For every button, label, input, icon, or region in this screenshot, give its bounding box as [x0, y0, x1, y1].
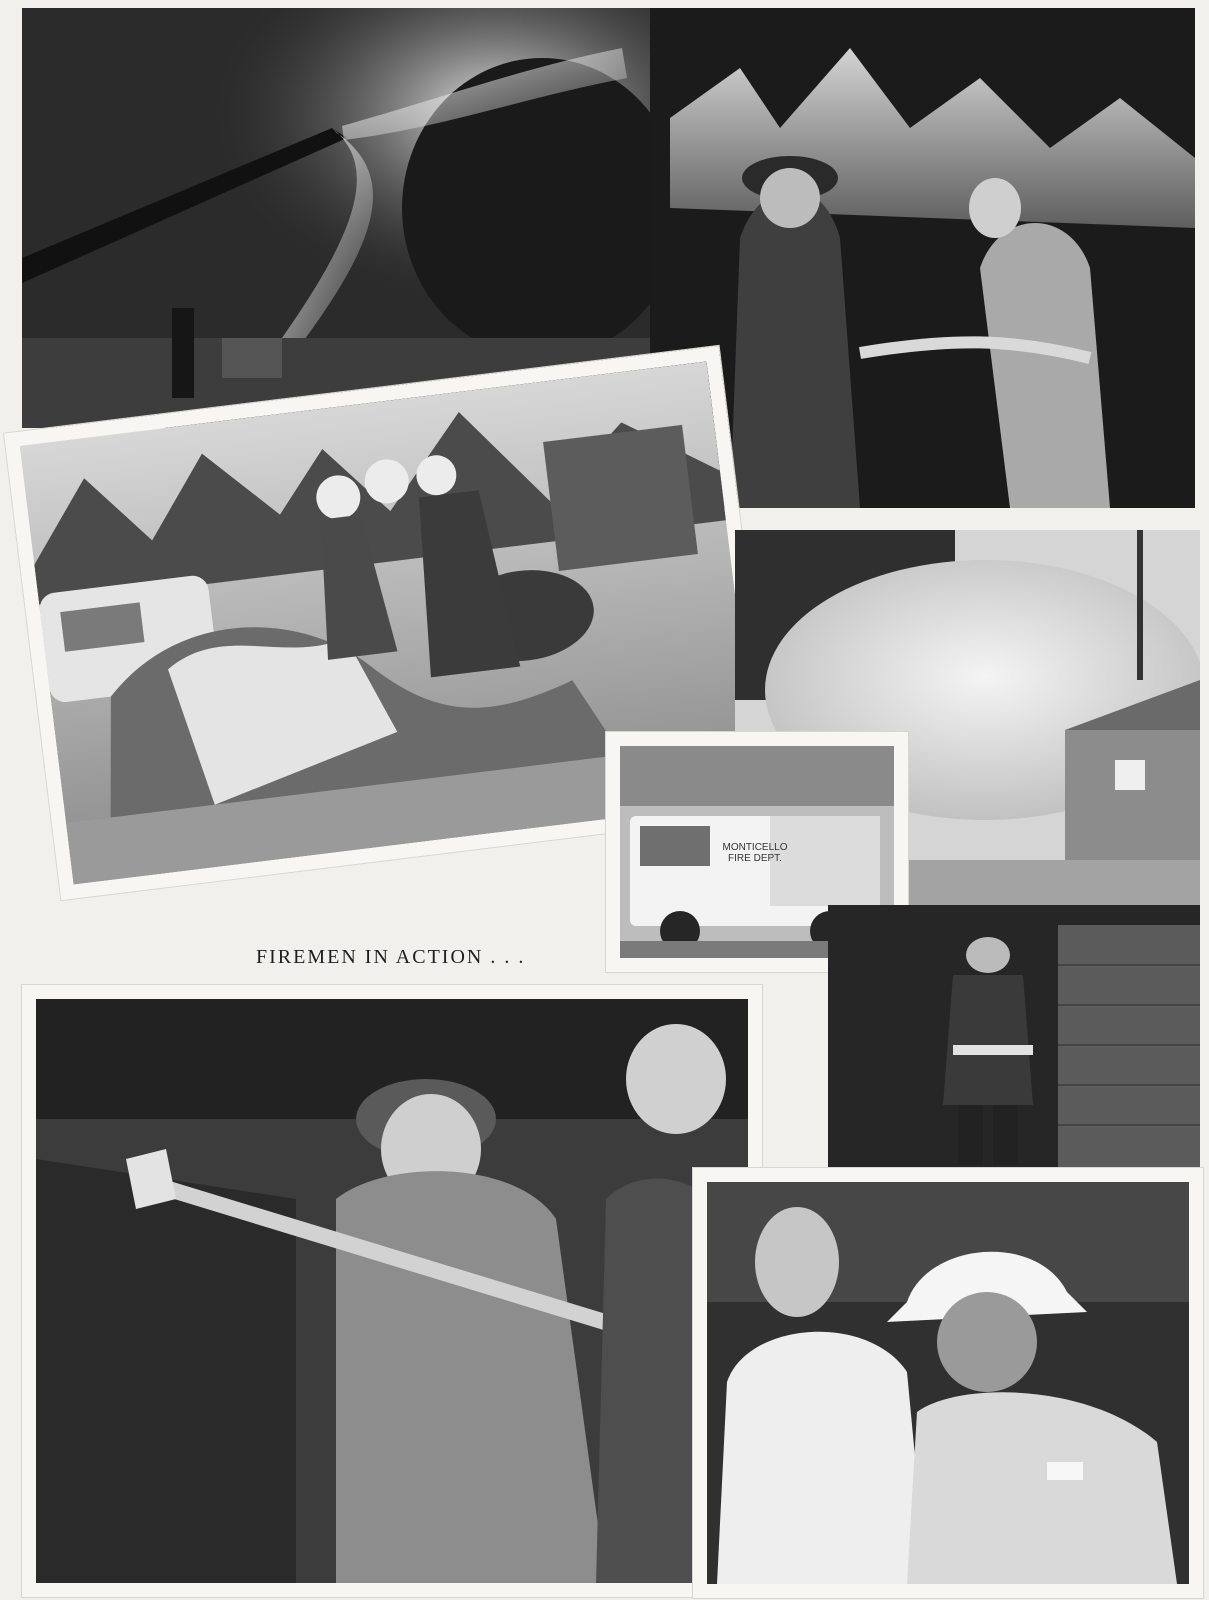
- photo-two-men-helmet: [693, 1168, 1203, 1598]
- photo-firemen-hose-night: [650, 8, 1195, 508]
- truck-door-text: MONTICELLO FIRE DEPT.: [722, 842, 788, 864]
- page-caption: FIREMEN IN ACTION . . .: [256, 946, 526, 968]
- photo-fireman-dark-corridor: [828, 905, 1200, 1180]
- photo-fireman-nozzle: [22, 985, 762, 1597]
